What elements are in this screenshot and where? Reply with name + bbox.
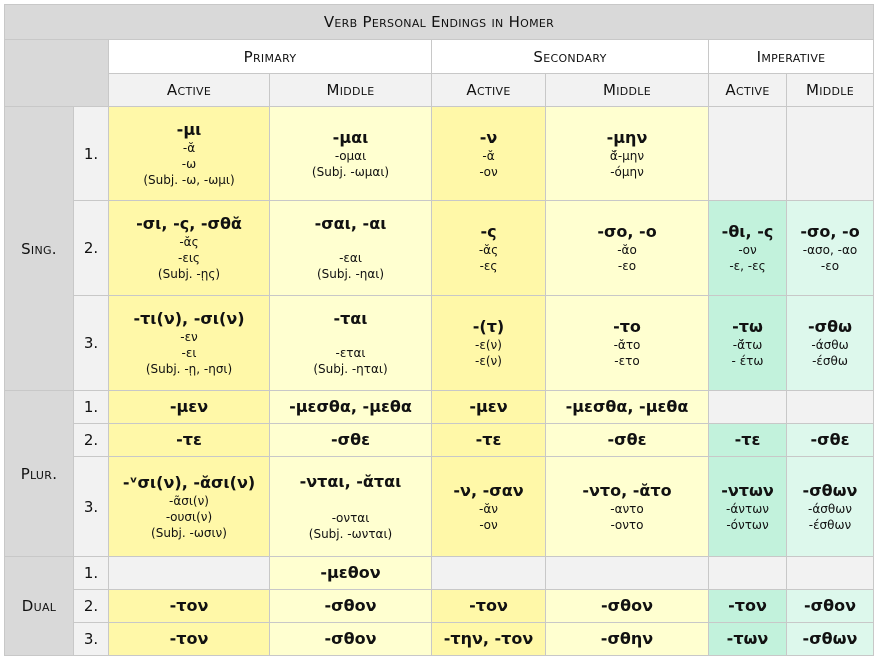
table-row xyxy=(5,623,874,656)
ending-cell xyxy=(432,296,546,391)
ending-main: -σθον xyxy=(324,629,377,648)
ending-main: -σθων xyxy=(802,480,858,500)
ending-main: -σθον xyxy=(324,596,377,615)
ending-variant: -ᾰο xyxy=(617,243,637,257)
person-number: 1. xyxy=(74,557,109,590)
imperative-middle-header: Middle xyxy=(787,74,874,107)
table-row xyxy=(5,590,874,623)
ending-cell xyxy=(546,457,709,557)
ending-cell xyxy=(109,391,270,424)
ending-cell xyxy=(709,623,787,656)
ending-main: -μεσθα, -μεθα xyxy=(565,397,689,416)
table-row xyxy=(5,107,874,201)
person-number: 1. xyxy=(74,107,109,201)
ending-variant: ᾰ́-μην xyxy=(609,148,645,163)
ending-main: -ντο, -ᾰτο xyxy=(582,480,672,500)
ending-cell xyxy=(270,557,432,590)
ending-main: -σο, -ο xyxy=(597,222,657,241)
ending-variant: -οντο xyxy=(610,517,644,532)
table-row xyxy=(5,557,874,590)
ending-variant: (Subj. -ηται) xyxy=(313,362,388,376)
ending-variant: -ον xyxy=(479,164,498,179)
ending-main: -τον xyxy=(169,629,209,648)
verb-endings-table xyxy=(4,4,874,656)
ending-cell xyxy=(270,457,432,557)
ending-variant: -ω xyxy=(181,156,197,171)
ending-cell xyxy=(709,424,787,457)
ending-variant: -εο xyxy=(820,259,840,273)
ending-variant: -εο xyxy=(617,259,637,273)
ending-main: -σθε xyxy=(810,430,850,449)
ending-cell xyxy=(546,296,709,391)
ending-cell xyxy=(787,623,874,656)
ending-variant: (Subj. -ωσιν) xyxy=(151,525,227,540)
ending-variant: -έσθων xyxy=(808,517,852,532)
ending-main: -μεσθα, -μεθα xyxy=(289,397,412,416)
ending-main: -την, -τον xyxy=(443,629,534,648)
ending-main: -τω xyxy=(732,317,763,336)
ending-cell xyxy=(432,590,546,623)
ending-variant: -εαι xyxy=(339,251,362,265)
ending-main: -σθην xyxy=(600,629,654,648)
ending-variant: - έτω xyxy=(731,354,764,368)
ending-variant: -ε(ν) xyxy=(475,354,502,368)
ending-variant: -ᾰς xyxy=(478,243,499,257)
table-row xyxy=(5,201,874,296)
ending-main: -ντων xyxy=(721,480,774,500)
ending-variant: -εν xyxy=(180,330,198,344)
plural-label: Plur. xyxy=(5,391,74,557)
table-row xyxy=(5,457,874,557)
ending-variant: -ουσι(ν) xyxy=(165,509,213,524)
ending-main: -ν xyxy=(479,127,498,147)
ending-cell xyxy=(546,623,709,656)
person-number: 2. xyxy=(74,201,109,296)
ending-variant: -ᾰ́τω xyxy=(732,338,763,352)
ending-cell xyxy=(546,590,709,623)
empty-cell xyxy=(787,391,874,424)
ending-variant: (Subj. -ω, -ωμι) xyxy=(143,172,235,187)
ending-variant: -ε(ν) xyxy=(475,338,502,352)
ending-cell xyxy=(432,391,546,424)
ending-variant: -εις xyxy=(178,251,200,265)
empty-cell xyxy=(709,107,787,201)
ending-cell xyxy=(270,296,432,391)
ending-cell xyxy=(432,457,546,557)
table-title: Verb Personal Endings in Homer xyxy=(5,5,874,40)
ending-cell xyxy=(709,201,787,296)
ending-main: -ται xyxy=(333,309,368,328)
ending-cell xyxy=(270,623,432,656)
primary-middle-header: Middle xyxy=(270,74,432,107)
ending-cell xyxy=(546,201,709,296)
secondary-header: Secondary xyxy=(432,40,709,74)
person-number: 3. xyxy=(74,457,109,557)
ending-variant: -ᾰ xyxy=(482,148,495,163)
ending-main: -μαι xyxy=(332,127,369,147)
ending-main: -τε xyxy=(176,430,202,449)
ending-variant: -έσθω xyxy=(812,354,848,368)
ending-main: -μην xyxy=(606,127,648,147)
ending-cell xyxy=(270,590,432,623)
ending-cell xyxy=(787,296,874,391)
ending-cell xyxy=(546,107,709,201)
imperative-header: Imperative xyxy=(709,40,874,74)
ending-main: -σθε xyxy=(331,430,370,449)
table-row xyxy=(5,296,874,391)
ending-main: -τε xyxy=(475,430,502,449)
ending-variant: -όντων xyxy=(726,517,769,532)
ending-variant: -ει xyxy=(181,346,197,360)
ending-main: -σθω xyxy=(808,317,852,336)
person-number: 3. xyxy=(74,623,109,656)
ending-variant: -ον xyxy=(479,517,498,532)
primary-active-header: Active xyxy=(109,74,270,107)
ending-main: -σο, -ο xyxy=(800,222,860,241)
empty-cell xyxy=(432,557,546,590)
ending-variant: -ες xyxy=(479,259,498,273)
dual-label: Dual xyxy=(5,557,74,656)
ending-cell xyxy=(787,424,874,457)
ending-variant: -ᾰ xyxy=(182,140,196,155)
ending-cell xyxy=(109,623,270,656)
empty-cell xyxy=(109,557,270,590)
ending-main: -τον xyxy=(728,596,767,615)
ending-main: -σαι, -αι xyxy=(314,214,387,233)
ending-cell xyxy=(787,457,874,557)
ending-cell xyxy=(109,457,270,557)
ending-cell xyxy=(432,107,546,201)
empty-cell xyxy=(787,107,874,201)
secondary-active-header: Active xyxy=(432,74,546,107)
person-number: 1. xyxy=(74,391,109,424)
singular-label: Sing. xyxy=(5,107,74,391)
ending-variant: (Subj. -ῃ, -ησι) xyxy=(145,362,233,376)
ending-main: -ς xyxy=(480,222,497,241)
ending-main: -σθον xyxy=(804,596,856,615)
ending-main: -σθον xyxy=(601,596,653,615)
table-row xyxy=(5,424,874,457)
ending-variant: -ᾶσι(ν) xyxy=(169,493,209,508)
ending-variant: -ᾰν xyxy=(479,501,498,516)
ending-variant: -ασο, -αο xyxy=(802,243,858,257)
person-number: 2. xyxy=(74,590,109,623)
ending-variant: -αντο xyxy=(610,501,644,516)
ending-cell xyxy=(787,590,874,623)
ending-cell xyxy=(432,623,546,656)
ending-variant: -ομαι xyxy=(334,148,367,163)
ending-cell xyxy=(270,424,432,457)
ending-variant: -ον xyxy=(738,243,757,257)
ending-variant: -ετο xyxy=(614,354,640,368)
primary-header: Primary xyxy=(109,40,432,74)
ending-cell xyxy=(546,391,709,424)
ending-main: -σι, -ς, -σθᾰ xyxy=(136,214,242,233)
ending-main: -μι xyxy=(176,119,202,139)
ending-main: -το xyxy=(613,317,641,336)
ending-main: -νται, -ᾰται xyxy=(299,471,402,491)
ending-cell xyxy=(109,296,270,391)
person-number: 2. xyxy=(74,424,109,457)
ending-cell xyxy=(709,590,787,623)
ending-main: -τε xyxy=(734,430,761,449)
ending-variant: -εται xyxy=(335,346,366,360)
ending-main: -θι, -ς xyxy=(721,222,774,241)
ending-main: -ᵛσι(ν), -ᾰσι(ν) xyxy=(122,472,256,492)
ending-cell xyxy=(709,296,787,391)
corner-cell xyxy=(5,40,109,107)
ending-main: -μεν xyxy=(469,397,508,416)
ending-main: -μεθον xyxy=(320,563,381,582)
ending-variant: (Subj. -ωνται) xyxy=(308,526,393,541)
ending-cell xyxy=(109,201,270,296)
empty-cell xyxy=(709,391,787,424)
ending-variant: (Subj. -ωμαι) xyxy=(311,164,390,179)
ending-main: -(τ) xyxy=(472,317,505,336)
ending-main: -τον xyxy=(469,596,508,615)
ending-main: -σθε xyxy=(607,430,647,449)
ending-main: -σθων xyxy=(802,629,858,648)
ending-variant: -άντων xyxy=(726,501,769,516)
ending-cell xyxy=(432,424,546,457)
ending-main: -τι(ν), -σι(ν) xyxy=(133,309,245,328)
ending-variant: -άσθω xyxy=(811,338,849,352)
imperative-active-header: Active xyxy=(709,74,787,107)
ending-variant: -ᾰς xyxy=(179,235,199,249)
secondary-middle-header: Middle xyxy=(546,74,709,107)
ending-cell xyxy=(270,201,432,296)
ending-cell xyxy=(270,107,432,201)
ending-cell xyxy=(546,424,709,457)
ending-main: -ν, -σαν xyxy=(453,480,524,500)
ending-main: -τον xyxy=(169,596,209,615)
person-number: 3. xyxy=(74,296,109,391)
ending-variant: (Subj. -ηαι) xyxy=(316,267,385,281)
ending-variant: -ε, -ες xyxy=(729,259,766,273)
ending-variant: -όμην xyxy=(610,164,644,179)
empty-cell xyxy=(787,557,874,590)
ending-cell xyxy=(270,391,432,424)
ending-variant: -ᾰτο xyxy=(613,338,641,352)
ending-cell xyxy=(787,201,874,296)
ending-variant: -ονται xyxy=(331,510,370,525)
ending-cell xyxy=(109,107,270,201)
ending-variant: -άσθων xyxy=(808,501,852,516)
ending-cell xyxy=(109,590,270,623)
empty-cell xyxy=(546,557,709,590)
ending-main: -μεν xyxy=(169,397,209,416)
empty-cell xyxy=(709,557,787,590)
ending-main: -των xyxy=(726,629,769,648)
ending-cell xyxy=(432,201,546,296)
table-row xyxy=(5,391,874,424)
ending-variant: (Subj. -ῃς) xyxy=(157,267,221,281)
ending-cell xyxy=(709,457,787,557)
ending-cell xyxy=(109,424,270,457)
